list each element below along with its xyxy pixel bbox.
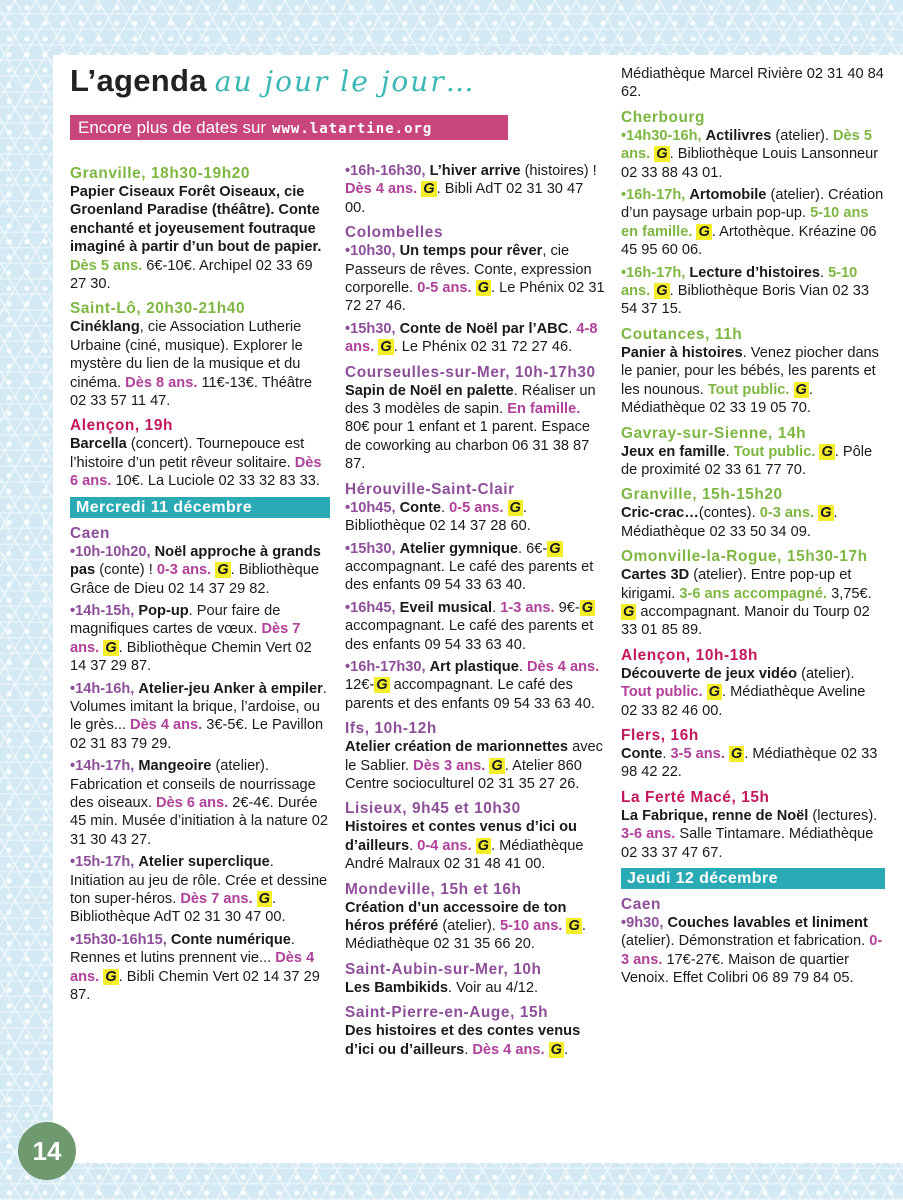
city-heading: Hérouville-Saint-Clair bbox=[345, 480, 515, 498]
city-heading: Coutances, 11h bbox=[621, 325, 743, 343]
event-entry: •16h-17h, Artomobile (atelier). Création d’un paysage urbain pop-up. 5-10 ans en famille. G . Artothèque. Kréazine 06 45 95 60 06. bbox=[621, 187, 884, 259]
free-badge: G bbox=[698, 223, 710, 240]
event-entry: •10h45, Conte. 0-5 ans. G . Bibliothèque 02 14 37 28 60. bbox=[345, 499, 531, 535]
free-badge: G bbox=[477, 837, 489, 854]
event-entry: •16h-17h30, Art plastique. Dès 4 ans. 12€- G accompagnant. Le café des parents et des enfants 09 54 33 63 40. bbox=[345, 658, 600, 712]
city-heading: Saint-Pierre-en-Auge, 15h bbox=[345, 1004, 549, 1022]
city-heading: Cherbourg bbox=[621, 108, 706, 126]
event-entry: Découverte de jeux vidéo (atelier). Tout public. G . Médiathèque Aveline 02 33 82 46 00. bbox=[621, 665, 866, 719]
event-entry: •15h30-16h15, Conte numérique. Rennes et lutins prennent vie... Dès 4 ans. G . Bibli Chemin Vert 02 14 37 29 87. bbox=[70, 931, 320, 1004]
free-badge: G bbox=[423, 181, 435, 198]
event-entry: •16h-16h30, L’hiver arrive (histoires) ! Dès 4 ans. G . Bibli AdT 02 31 30 47 00. bbox=[345, 163, 597, 216]
title-bold: L’agenda bbox=[70, 63, 207, 98]
event-entry: Les Bambikids. Voir au 4/12. bbox=[345, 979, 539, 996]
free-badge: G bbox=[656, 146, 668, 163]
city-heading: Alençon, 19h bbox=[70, 417, 173, 435]
free-badge: G bbox=[708, 684, 721, 701]
city-heading: Granville, 15h-15h20 bbox=[621, 486, 783, 504]
free-badge: G bbox=[509, 499, 521, 516]
promo-text: Encore plus de dates sur bbox=[78, 118, 267, 137]
event-entry: Des histoires et des contes venus d’ici ou d’ailleurs. Dès 4 ans. G . bbox=[345, 1023, 581, 1058]
city-heading: Granville, 18h30-19h20 bbox=[70, 165, 251, 182]
event-entry: Jeux en famille. Tout public. G . Pôle de proximité 02 33 61 77 70. bbox=[621, 443, 873, 478]
event-entry: Cric-crac…(contes). 0-3 ans. G . Médiathèque 02 33 50 34 09. bbox=[621, 505, 838, 540]
event-entry: Papier Ciseaux Forêt Oiseaux, cie Groenland Paradise (théâtre). Conte enchanté et joyeusement foutraque imaginé à partir d’un bout de papier. Dès 5 ans. 6€-10€. Archipel 02 33 69 27 30. bbox=[70, 184, 322, 293]
event-entry: Création d’un accessoire de ton héros préféré (atelier). 5-10 ans. G . Médiathèque 02 31 35 66 20. bbox=[345, 899, 586, 953]
event-entry: •16h-17h, Lecture d’histoires. 5-10 ans. G . Bibliothèque Boris Vian 02 33 54 37 15. bbox=[621, 264, 869, 318]
free-badge: G bbox=[730, 745, 743, 762]
day-header: Jeudi 12 décembre bbox=[621, 868, 885, 889]
event-entry: •14h-17h, Mangeoire (atelier). Fabrication et conseils de nourrissage des oiseaux. Dès 6 ans. 2€-4€. Durée 45 min. Musée d’initiation à la nature 02 31 30 43 27. bbox=[70, 758, 328, 848]
agenda-page bbox=[53, 55, 903, 1163]
event-entry: Histoires et contes venus d’ici ou d’ailleurs. 0-4 ans. G . Médiathèque André Malraux 02 31 48 41 00. bbox=[345, 819, 584, 873]
city-heading: Lisieux, 9h45 et 10h30 bbox=[345, 800, 521, 818]
promo-banner bbox=[70, 115, 508, 140]
event-entry: •10h-10h20, Noël approche à grands pas (conte) ! 0-3 ans. G . Bibliothèque Grâce de Dieu 02 14 37 29 82. bbox=[70, 543, 321, 597]
city-heading: La Ferté Macé, 15h bbox=[621, 788, 770, 806]
city-heading: Gavray-sur-Sienne, 14h bbox=[621, 424, 807, 442]
city-heading: Omonville-la-Rogue, 15h30-17h bbox=[621, 548, 868, 566]
event-entry: Sapin de Noël en palette. Réaliser un des 3 modèles de sapin. En famille. 80€ pour 1 enfant et 1 parent. Espace de coworking au charbon 06 31 38 87 87. bbox=[345, 382, 596, 473]
city-heading: Mondeville, 15h et 16h bbox=[345, 880, 522, 898]
free-badge: G bbox=[258, 891, 270, 907]
free-badge: G bbox=[549, 540, 561, 557]
city-heading: Colombelles bbox=[345, 224, 444, 242]
city-heading: Ifs, 10h-12h bbox=[345, 720, 437, 738]
event-entry: Médiathèque Marcel Rivière 02 31 40 84 62. bbox=[621, 66, 884, 101]
column-3 bbox=[621, 65, 885, 992]
event-entry: Conte. 3-5 ans. G . Médiathèque 02 33 98 42 22. bbox=[621, 745, 878, 781]
event-entry: Cartes 3D (atelier). Entre pop-up et kirigami. 3-6 ans accompagné. 3,75€. G accompagnant. Manoir du Tourp 02 33 01 85 89. bbox=[621, 567, 872, 639]
event-entry: •15h30, Atelier gymnique. 6€- G accompagnant. Le café des parents et des enfants 09 54 33 63 40. bbox=[345, 540, 594, 594]
column-2 bbox=[345, 158, 607, 1063]
promo-url-link[interactable]: www.latartine.org bbox=[272, 121, 433, 137]
event-entry: Atelier création de marionnettes avec le Sablier. Dès 3 ans. G . Atelier 860 Centre socioculturel 02 31 35 27 26. bbox=[345, 739, 603, 792]
city-heading: Caen bbox=[70, 524, 111, 542]
free-badge: G bbox=[491, 757, 503, 774]
event-entry: •14h30-16h, Actilivres (atelier). Dès 5 ans. G . Bibliothèque Louis Lansonneur 02 33 88 43 01. bbox=[621, 127, 879, 181]
column-1 bbox=[70, 158, 330, 1008]
event-entry: •15h-17h, Atelier superclique. Initiation au jeu de rôle. Crée et dessine ton super-héros. Dès 7 ans. G . Bibliothèque AdT 02 31 30 47 00. bbox=[70, 854, 328, 926]
free-badge: G bbox=[568, 918, 580, 934]
city-heading: Courseulles-sur-Mer, 10h-17h30 bbox=[345, 363, 596, 381]
event-entry: •10h30, Un temps pour rêver, cie Passeurs de rêves. Conte, expression corporelle. 0-5 ans. G . Le Phénix 02 31 72 27 46. bbox=[345, 243, 605, 315]
city-heading: Saint-Lô, 20h30-21h40 bbox=[70, 300, 246, 318]
city-heading: Saint-Aubin-sur-Mer, 10h bbox=[345, 960, 542, 978]
event-entry: La Fabrique, renne de Noël (lectures). 3-6 ans. Salle Tintamare. Médiathèque 02 33 37 47 67. bbox=[621, 807, 878, 861]
page-title bbox=[70, 63, 476, 103]
title-script: au jour le jour… bbox=[214, 65, 476, 98]
event-entry: Barcella (concert). Tournepouce est l’histoire d’un petit rêveur solitaire. Dès 6 ans. 10€. La Luciole 02 33 32 83 33. bbox=[70, 436, 322, 490]
free-badge: G bbox=[795, 381, 807, 398]
free-badge: G bbox=[581, 599, 594, 616]
day-header: Mercredi 11 décembre bbox=[70, 497, 330, 518]
free-badge: G bbox=[550, 1041, 562, 1058]
event-entry: •9h30, Couches lavables et liniment (atelier). Démonstration et fabrication. 0-3 ans. 17€-27€. Maison de quartier Venoix. Effet Colibri 06 89 79 84 05. bbox=[621, 915, 883, 987]
event-entry: •14h-16h, Atelier-jeu Anker à empiler. Volumes imitant la brique, l’ardoise, ou le grès... Dès 4 ans. 3€-5€. Le Pavillon 02 31 83 79 29. bbox=[70, 680, 327, 752]
event-entry: •14h-15h, Pop-up. Pour faire de magnifiques cartes de vœux. Dès 7 ans. G . Bibliothèque Chemin Vert 02 14 37 29 87. bbox=[70, 602, 312, 675]
free-badge: G bbox=[623, 603, 635, 620]
page-number: 14 bbox=[18, 1122, 76, 1180]
event-entry: Panier à histoires. Venez piocher dans le panier, pour les bébés, les parents et les nounous. Tout public. G . Médiathèque 02 33 19 05 70. bbox=[621, 344, 879, 417]
free-badge: G bbox=[820, 505, 832, 522]
event-entry: Cinéklang, cie Association Lutherie Urbaine (ciné, musique). Explorer le mystère du lien de la musique et du cinéma. Dès 8 ans. 11€-13€. Théâtre 02 33 57 11 47. bbox=[70, 319, 313, 410]
city-heading: Flers, 16h bbox=[621, 726, 699, 744]
free-badge: G bbox=[656, 283, 668, 300]
free-badge: G bbox=[821, 443, 833, 460]
city-heading: Caen bbox=[621, 896, 662, 913]
free-badge: G bbox=[105, 968, 117, 985]
free-badge: G bbox=[217, 562, 229, 579]
event-entry: •16h45, Eveil musical. 1-3 ans. 9€- G accompagnant. Le café des parents et des enfants 09 54 33 63 40. bbox=[345, 599, 594, 653]
city-heading: Alençon, 10h-18h bbox=[621, 646, 759, 664]
free-badge: G bbox=[105, 639, 117, 656]
free-badge: G bbox=[477, 280, 489, 297]
event-entry: •15h30, Conte de Noël par l’ABC. 4-8 ans. G . Le Phénix 02 31 72 27 46. bbox=[345, 320, 598, 356]
free-badge: G bbox=[376, 677, 388, 694]
free-badge: G bbox=[380, 339, 392, 356]
